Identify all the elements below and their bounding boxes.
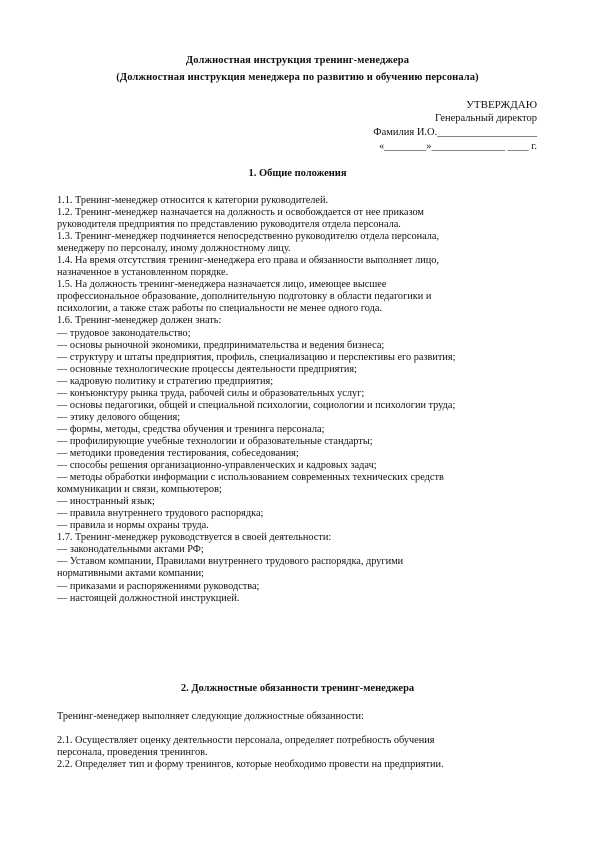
text-line: — методики проведения тестирования, собеседования; bbox=[57, 447, 299, 459]
text-line: коммуникации и связи, компьютеров; bbox=[57, 484, 222, 496]
text-line: 2.1. Осуществляет оценку деятельности персонала, определяет потребность обучения bbox=[57, 735, 435, 746]
text-line: 1.5. На должность тренинг-менеджера назначается лицо, имеющее высшее bbox=[57, 279, 387, 291]
text-line: 1.3. Тренинг-менеджер подчиняется непосредственно руководителю отдела персонала, bbox=[57, 231, 440, 243]
text-line: психологии, а также стаж работы по специальности не менее одного года. bbox=[57, 303, 382, 315]
document-subtitle: (Должностная инструкция менеджера по развитию и обучению персонала) bbox=[116, 72, 479, 83]
section-1-body bbox=[57, 195, 539, 605]
text-line: — конъюнктуру рынка труда, рабочей силы и образовательных услуг; bbox=[57, 387, 365, 399]
section-1-title: 1. Общие положения bbox=[248, 168, 347, 179]
section-2-title: 2. Должностные обязанности тренинг-менеджера bbox=[180, 683, 415, 694]
text-line: — правила и нормы охраны труда. bbox=[57, 520, 209, 532]
text-line: профессиональное образование, дополнительную подготовку в области педагогики и bbox=[57, 291, 432, 303]
text-line: — настоящей должностной инструкцией. bbox=[57, 592, 240, 604]
text-line: руководителя предприятия по представлению руководителя отдела персонала. bbox=[57, 219, 401, 231]
text-line: — правила внутреннего трудового распорядка; bbox=[57, 508, 264, 520]
text-line: — Уставом компании, Правилами внутреннего трудового распорядка, другими bbox=[57, 556, 404, 568]
text-line: — законодательными актами РФ; bbox=[57, 544, 204, 556]
text-line: — основные технологические процессы деятельности предприятия; bbox=[57, 363, 357, 375]
text-line: 1.1. Тренинг-менеджер относится к категории руководителей. bbox=[57, 195, 329, 206]
text-line: — формы, методы, средства обучения и тренинга персонала; bbox=[57, 423, 325, 435]
text-line: 1.2. Тренинг-менеджер назначается на должность и освобождается от нее приказом bbox=[57, 207, 424, 219]
section-2-intro: Тренинг-менеджер выполняет следующие должностные обязанности: bbox=[57, 711, 364, 722]
approval-heading: УТВЕРЖДАЮ bbox=[466, 99, 537, 111]
text-line: 1.6. Тренинг-менеджер должен знать: bbox=[57, 315, 222, 327]
text-line: — профилирующие учебные технологии и образовательные стандарты; bbox=[57, 435, 373, 447]
text-line: 1.7. Тренинг-менеджер руководствуется в своей деятельности: bbox=[57, 532, 332, 544]
text-line: 2.2. Определяет тип и форму тренингов, которые необходимо провести на предприятии. bbox=[57, 759, 444, 771]
document-title: Должностная инструкция тренинг-менеджера bbox=[185, 55, 410, 66]
text-line: — способы решения организационно-управленческих и кадровых задач; bbox=[57, 460, 377, 472]
text-line: — трудовое законодательство; bbox=[57, 327, 191, 339]
text-line: — методы обработки информации с использованием современных технических средств bbox=[57, 472, 444, 484]
text-line: — этику делового общения; bbox=[57, 411, 181, 423]
text-line: — основы рыночной экономики, предпринимательства и ведения бизнеса; bbox=[57, 339, 385, 351]
text-line: менеджеру по персоналу, иному должностному лицу. bbox=[57, 243, 291, 255]
approval-name-line: Фамилия И.О.___________________ bbox=[373, 127, 537, 138]
text-line: — структуру и штаты предприятия, профиль, специализацию и перспективы его развития; bbox=[57, 351, 456, 363]
text-line: 1.4. На время отсутствия тренинг-менеджера его права и обязанности выполняет лицо, bbox=[57, 255, 439, 267]
text-line: — основы педагогики, общей и специальной психологии, социологии и психологии труда; bbox=[57, 399, 456, 411]
text-line: — приказами и распоряжениями руководства; bbox=[57, 580, 260, 592]
approval-position: Генеральный директор bbox=[435, 113, 537, 124]
section-2-body bbox=[57, 735, 539, 771]
text-line: назначенное в установленном порядке. bbox=[57, 267, 229, 279]
text-line: персонала, проведения тренингов. bbox=[57, 747, 208, 759]
text-line: нормативными актами компании; bbox=[57, 568, 204, 580]
text-line: — иностранный язык; bbox=[57, 496, 155, 508]
text-line: — кадровую политику и стратегию предприятия; bbox=[57, 375, 274, 387]
approval-date-line: «________»______________ ____ г. bbox=[379, 141, 537, 152]
